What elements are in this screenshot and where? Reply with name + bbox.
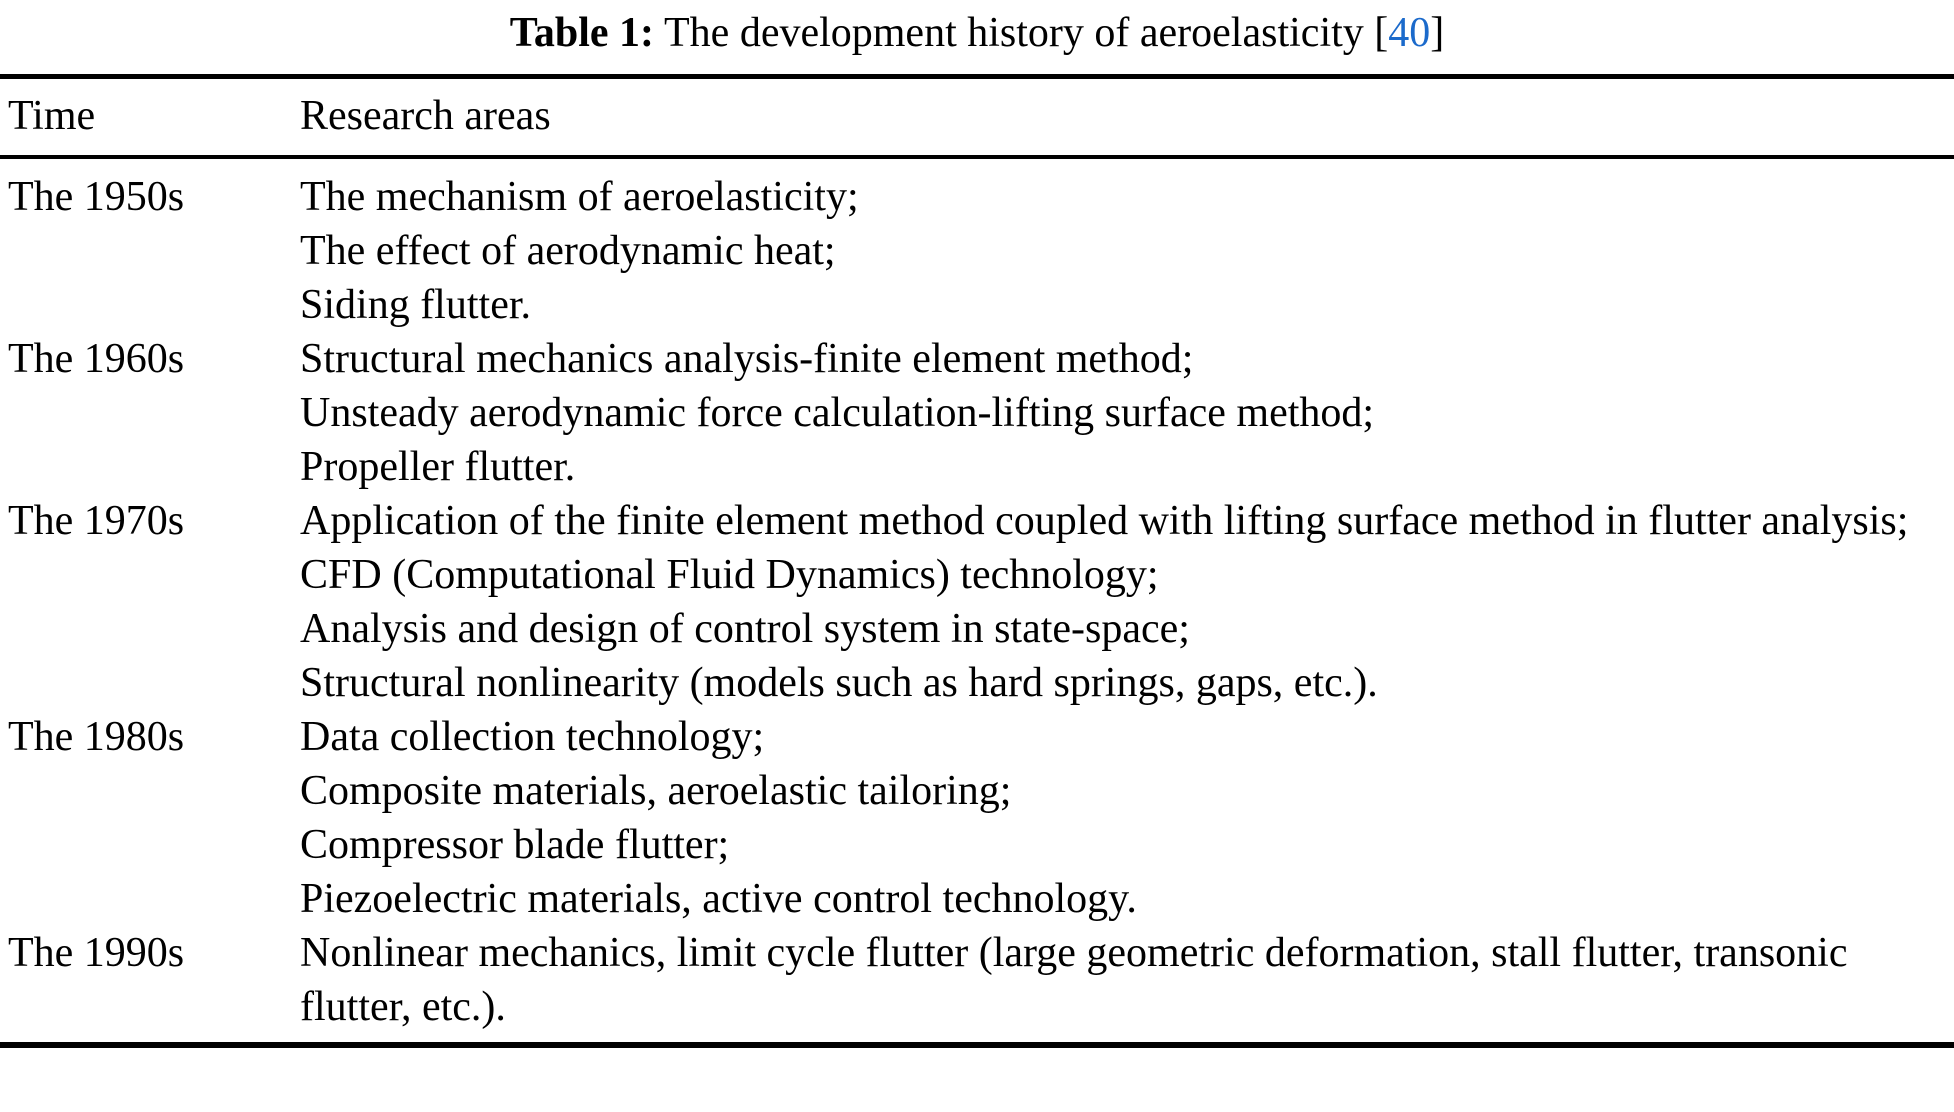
research-area-item: Data collection technology; bbox=[300, 714, 765, 760]
table-caption-text: The development history of aeroelasticity bbox=[664, 10, 1364, 56]
research-areas-cell bbox=[300, 170, 1954, 332]
table-row bbox=[8, 170, 1954, 332]
research-areas-cell bbox=[300, 710, 1954, 926]
research-area-item: The mechanism of aeroelasticity; bbox=[300, 174, 859, 220]
research-area-item: Structural mechanics analysis-finite element method; bbox=[300, 336, 1194, 382]
column-header-time: Time bbox=[8, 93, 96, 139]
table-row bbox=[8, 494, 1954, 710]
time-cell: The 1950s bbox=[8, 174, 185, 220]
research-area-item: Compressor blade flutter; bbox=[300, 822, 730, 868]
time-cell: The 1980s bbox=[8, 714, 185, 760]
table-row bbox=[8, 926, 1954, 1034]
table-header-row bbox=[0, 79, 1954, 155]
research-area-item: CFD (Computational Fluid Dynamics) technology; bbox=[300, 552, 1159, 598]
table-bottom-rule bbox=[0, 1042, 1954, 1048]
research-areas-cell bbox=[300, 332, 1954, 494]
table-caption-label: Table 1: bbox=[509, 10, 655, 56]
research-area-item: The effect of aerodynamic heat; bbox=[300, 228, 836, 274]
research-area-item: Piezoelectric materials, active control technology. bbox=[300, 876, 1137, 922]
research-area-item: Nonlinear mechanics, limit cycle flutter (large geometric deformation, stall flutter, transonic flutter, etc.). bbox=[300, 930, 1848, 1030]
column-header-research-areas: Research areas bbox=[300, 93, 551, 139]
time-cell: The 1960s bbox=[8, 336, 185, 382]
time-cell: The 1990s bbox=[8, 930, 185, 976]
research-area-item: Structural nonlinearity (models such as hard springs, gaps, etc.). bbox=[300, 660, 1378, 706]
research-area-item: Application of the finite element method coupled with lifting surface method in flutter analysis; bbox=[300, 498, 1909, 544]
research-areas-cell bbox=[300, 494, 1954, 710]
research-areas-cell bbox=[300, 926, 1954, 1034]
citation-bracket-open: [ bbox=[1374, 10, 1389, 56]
citation bbox=[1374, 10, 1444, 56]
research-area-item: Analysis and design of control system in state-space; bbox=[300, 606, 1190, 652]
citation-link[interactable]: 40 bbox=[1388, 10, 1431, 56]
research-area-item: Unsteady aerodynamic force calculation-lifting surface method; bbox=[300, 390, 1375, 436]
table-caption bbox=[0, 0, 1954, 58]
table-row bbox=[8, 332, 1954, 494]
table-body bbox=[0, 159, 1954, 1042]
research-area-item: Propeller flutter. bbox=[300, 444, 576, 490]
time-cell: The 1970s bbox=[8, 498, 185, 544]
research-area-item: Siding flutter. bbox=[300, 282, 531, 328]
research-area-item: Composite materials, aeroelastic tailoring; bbox=[300, 768, 1012, 814]
table-row bbox=[8, 710, 1954, 926]
citation-bracket-close: ] bbox=[1430, 10, 1445, 56]
